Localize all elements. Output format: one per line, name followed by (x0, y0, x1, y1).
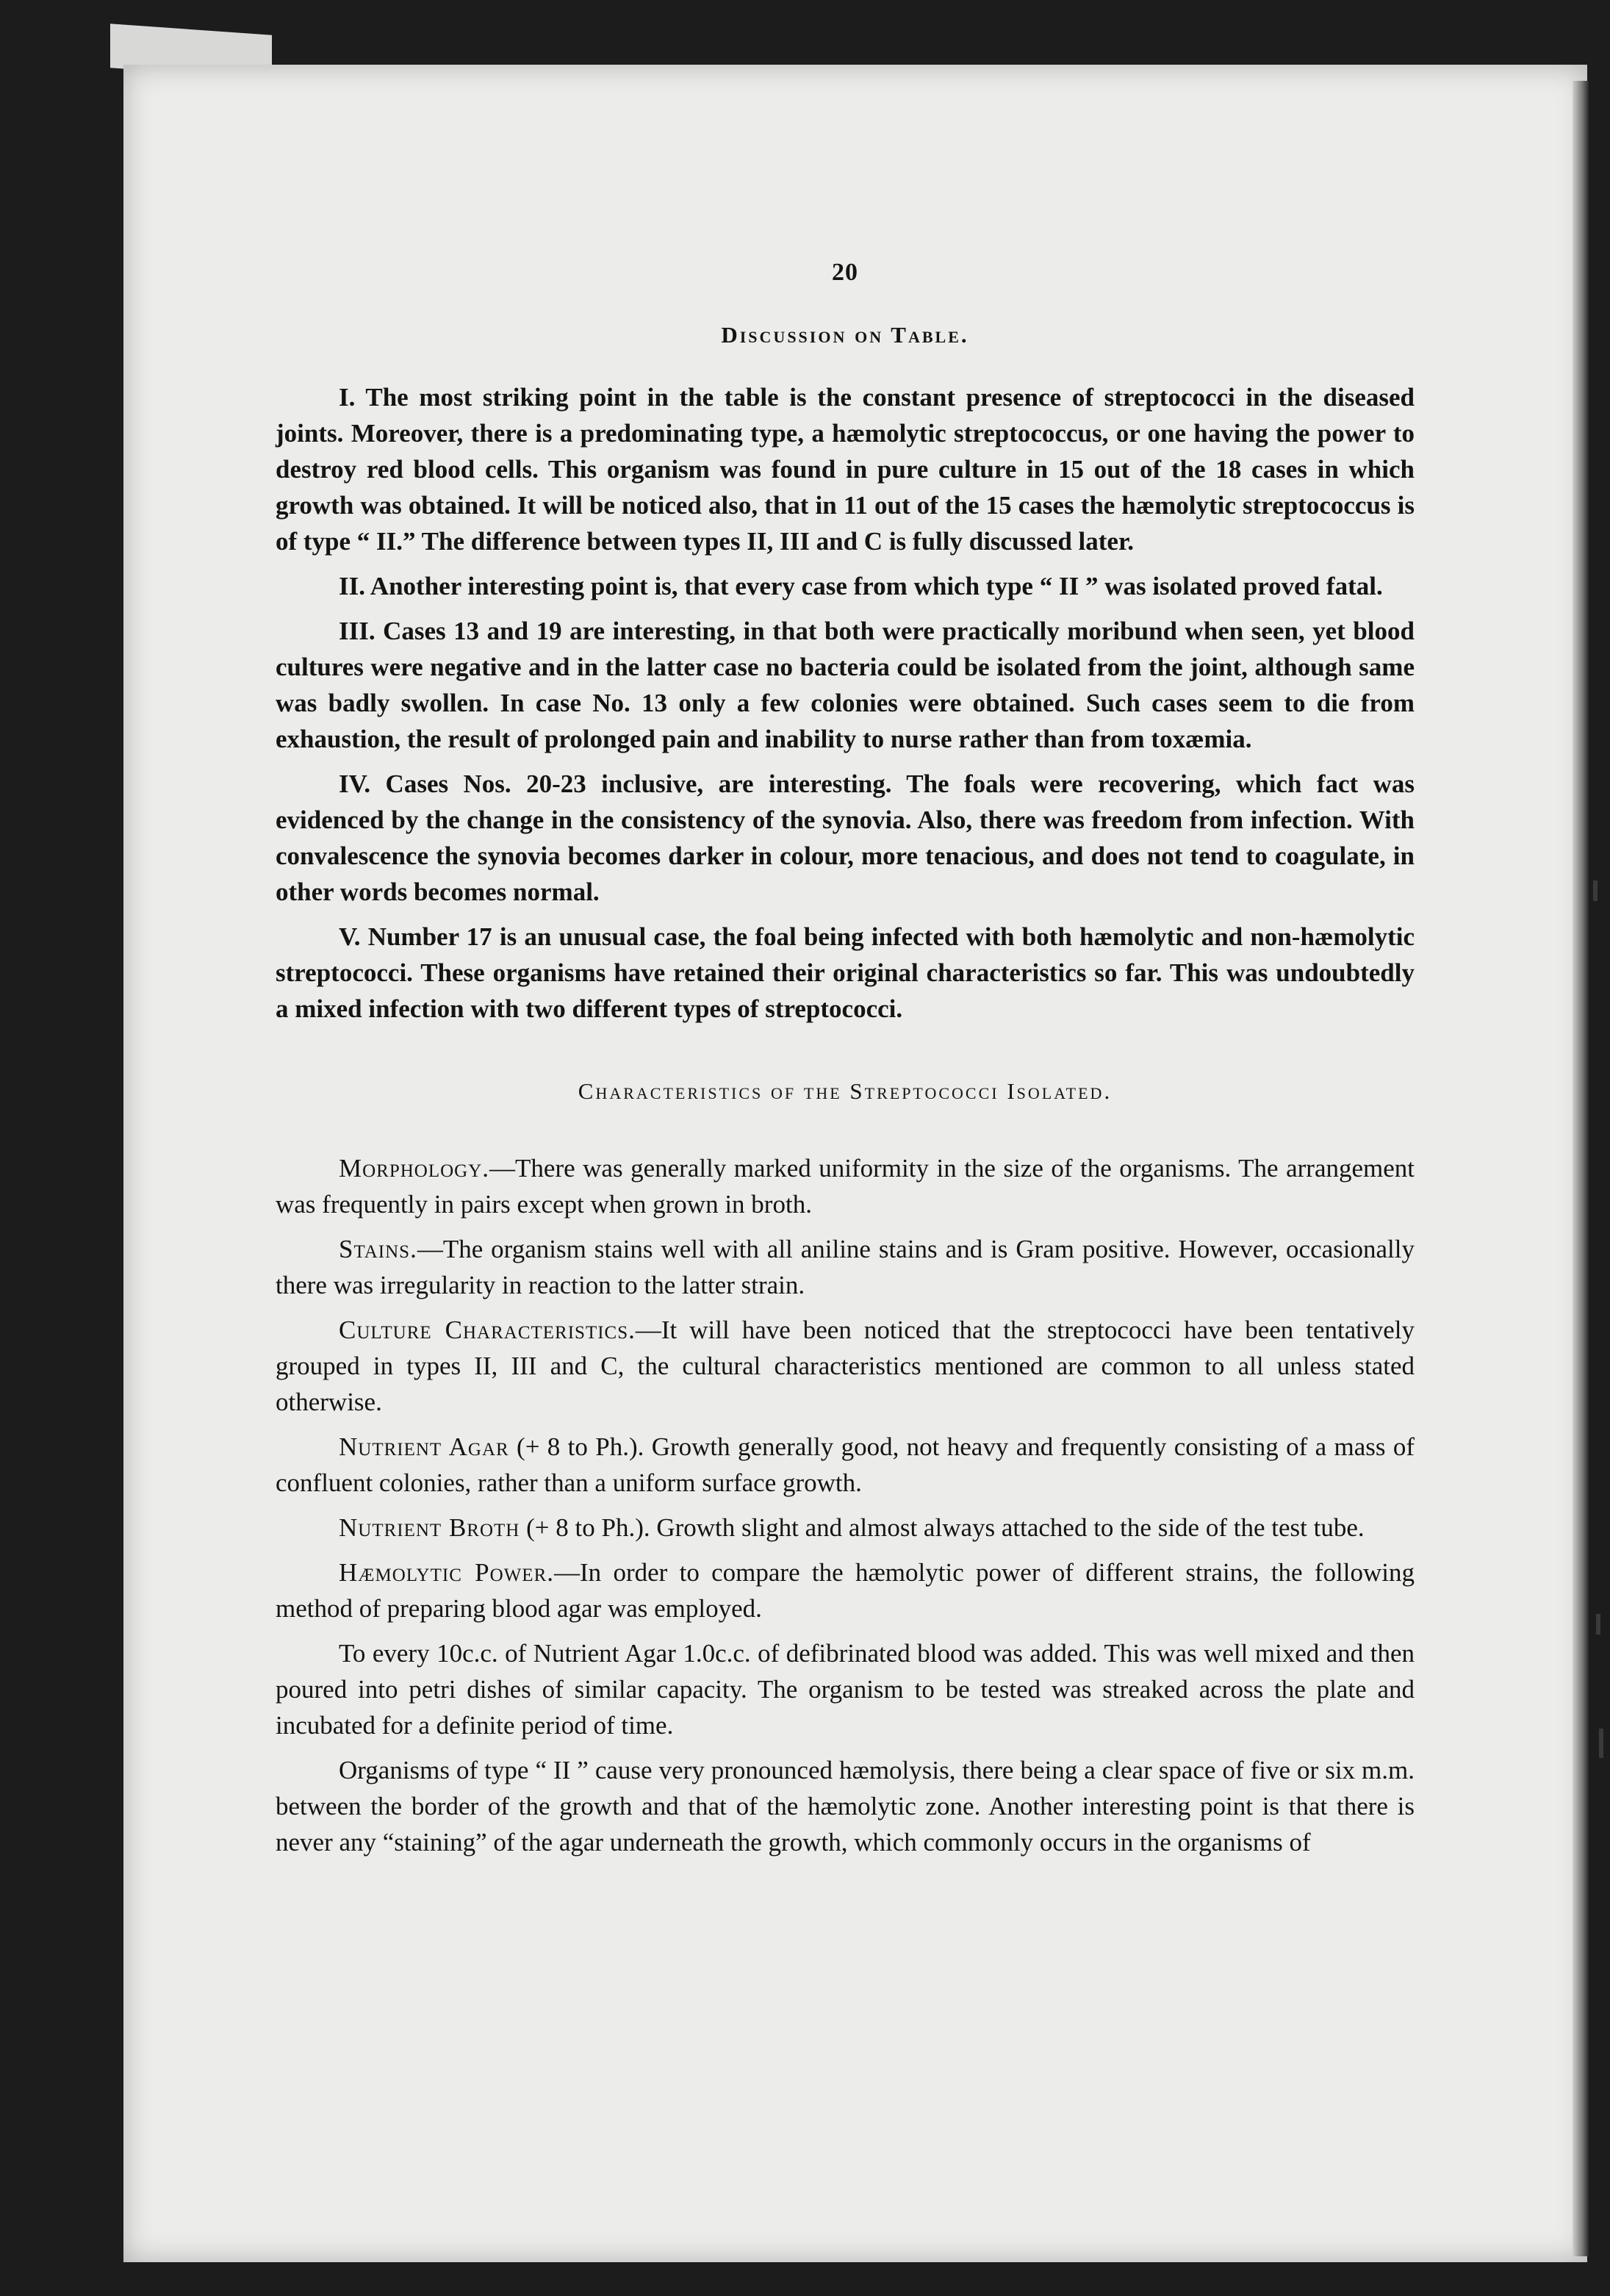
discussion-heading: Discussion on Table. (721, 322, 969, 348)
haemolytic-paragraph (276, 1554, 1415, 1626)
discussion-paragraph-5: V. Number 17 is an unusual case, the foal being infected with both hæmolytic and non-hæmolytic streptococci. These organisms have retained their original characteristics so far. This was undoubtedly a mixed infection with two different types of streptococci. (276, 922, 1415, 1023)
stains-lead: Stains. (339, 1235, 417, 1263)
agar-text: (+ 8 to Ph.). Growth generally good, not heavy and frequently consisting of a mass of confluent colonies, rather than a uniform surface growth. (276, 1432, 1415, 1497)
edge-mark (1593, 880, 1598, 901)
culture-lead: Culture Characteristics. (339, 1316, 636, 1344)
agar-paragraph (276, 1429, 1415, 1501)
blood-agar-paragraph (276, 1635, 1415, 1743)
type-ii-text: Organisms of type “ II ” cause very pronounced hæmolysis, there being a clear space of five or six m.m. between the border of the growth and that of the hæmolytic zone. Another interesting point is that there is never any “staining” of the agar underneath the growth, which commonly occurs in the organisms of (276, 1756, 1415, 1856)
culture-text: —It will have been noticed that the streptococci have been tentatively grouped in types II, III and C, the cultural characteristics mentioned are common to all unless stated otherwise. (276, 1316, 1415, 1416)
discussion-paragraph-2: II. Another interesting point is, that every case from which type “ II ” was isolated proved fatal. (339, 572, 1383, 600)
discussion-paragraph-4: IV. Cases Nos. 20-23 inclusive, are interesting. The foals were recovering, which fact was evidenced by the change in the consistency of the synovia. Also, there was freedom from infection. With convalescence the synovia becomes darker in colour, more tenacious, and does not tend to coagulate, in other words becomes normal. (276, 769, 1415, 906)
culture-paragraph (276, 1312, 1415, 1420)
broth-paragraph (276, 1510, 1415, 1546)
discussion-paragraph-1: I. The most striking point in the table is the constant presence of streptococci in the diseased joints. Moreover, there is a predominating type, a hæmolytic streptococcus, or one having the power to destroy red blood cells. This organism was found in pure culture in 15 out of the 18 cases in which growth was obtained. It will be noticed also, that in 11 out of the 15 cases the hæmolytic streptococcus is of type “ II.” The difference between types II, III and C is fully discussed later. (276, 383, 1415, 556)
haemolytic-text: —In order to compare the hæmolytic power of different strains, the following method of preparing blood agar was employed. (276, 1558, 1415, 1623)
blood-agar-text: To every 10c.c. of Nutrient Agar 1.0c.c. of defibrinated blood was added. This was well mixed and then poured into petri dishes of similar capacity. The organism to be tested was streaked across the plate and incubated for a definite period of time. (276, 1639, 1415, 1740)
edge-mark (1599, 1729, 1603, 1758)
morphology-paragraph (276, 1150, 1415, 1222)
morphology-lead: Morphology. (339, 1154, 490, 1183)
stains-text: —The organism stains well with all aniline stains and is Gram positive. However, occasionally there was irregularity in reaction to the latter strain. (276, 1235, 1415, 1299)
agar-lead: Nutrient Agar (339, 1432, 509, 1461)
stains-paragraph (276, 1231, 1415, 1303)
morphology-text: —There was generally marked uniformity in the size of the organisms. The arrangement was frequently in pairs except when grown in broth. (276, 1154, 1415, 1219)
page-text (276, 259, 1415, 1869)
page-binding-edge (1573, 81, 1589, 2256)
type-ii-paragraph (276, 1752, 1415, 1860)
characteristics-heading: Characteristics of the Streptococci Isolated. (578, 1078, 1113, 1104)
discussion-paragraph-3: III. Cases 13 and 19 are interesting, in that both were practically moribund when seen, yet blood cultures were negative and in the latter case no bacteria could be isolated from the joint, although same was badly swollen. In case No. 13 only a few colonies were obtained. Such cases seem to die from exhaustion, the result of prolonged pain and inability to nurse rather than from toxæmia. (276, 617, 1415, 753)
page-number: 20 (832, 259, 858, 286)
haemolytic-lead: Hæmolytic Power. (339, 1558, 554, 1587)
broth-lead: Nutrient Broth (339, 1513, 520, 1542)
broth-text: (+ 8 to Ph.). Growth slight and almost always attached to the side of the test tube. (520, 1513, 1365, 1542)
edge-mark (1596, 1614, 1600, 1635)
